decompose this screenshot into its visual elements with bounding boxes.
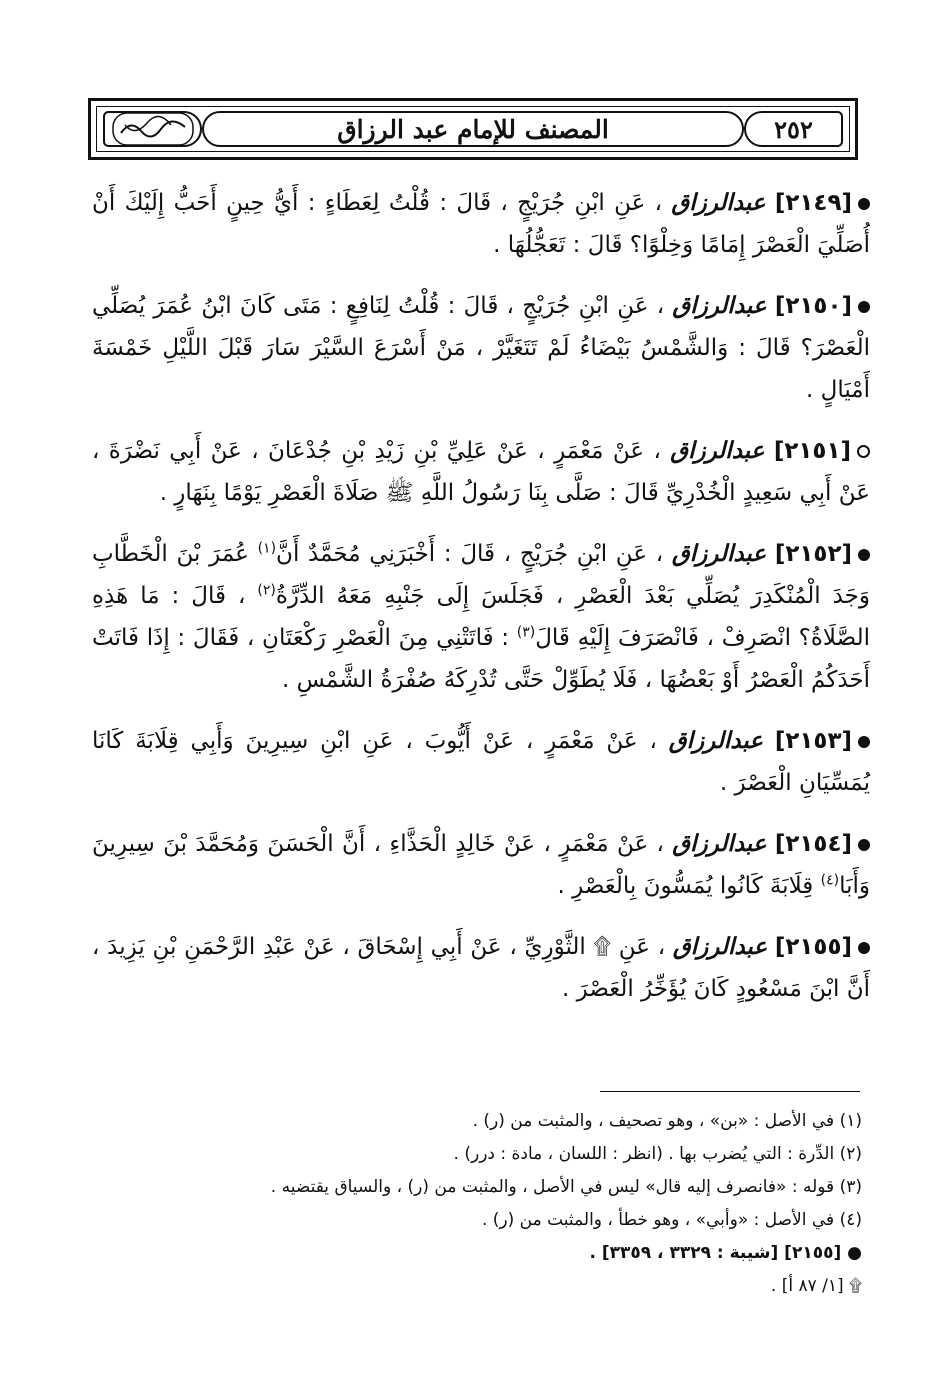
header-inner-frame: [96, 106, 850, 152]
hadith-2152: [92, 533, 870, 701]
footnote-4: (٤) في الأصل : «وأبي» ، وهو خطأ ، والمثبت من (ر) .: [481, 1210, 862, 1230]
hadith-text-part-a: ، عَنِ ابْنِ جُرَيْجٍ ، قَالَ : أَخْبَرَنِي مُحَمَّدٌ أَنَّ: [276, 541, 664, 567]
hadith-text-part-b: عُمَرَ بْنَ الْخَطَّابِ وَجَدَ الْمُنْكَدِرَ يُصَلِّي بَعْدَ الْعَصْرِ ، فَجَلَسَ إِلَى جَنْبِهِ مَعَهُ الدِّرَّةُ: [92, 541, 870, 609]
hadith-number: [٢١٥٠]: [774, 293, 853, 319]
book-seal: [103, 111, 202, 147]
narrator-name: عبدالرزاق: [672, 831, 767, 857]
hadith-2153: [92, 720, 870, 804]
hadith-2154: [92, 823, 870, 907]
narrator-name: عبدالرزاق: [672, 934, 768, 960]
filled-bullet-icon: [858, 549, 870, 561]
page-number: ٢٥٢: [744, 111, 843, 147]
footnote-1: (١) في الأصل : «بن» ، وهو تصحيف ، والمثبت من (ر) .: [472, 1111, 862, 1131]
hadith-text-part-d: : فَاتَتْنِي مِنَ الْعَصْرِ رَكْعَتَانِ ، فَقَالَ : إِذَا فَاتَتْ أَحَدَكُمُ الْعَصْرُ أَوْ بَعْضُهَا ، فَلَا يُطَوِّلْ حَتَّى تُدْرِكَهُ صُفْرَةُ الشَّمْسِ .: [92, 625, 870, 693]
hadith-text: ، عَنْ مَعْمَرٍ ، عَنْ أَيُّوبَ ، عَنِ ابْنِ سِيرِينَ وَأَبِي قِلَابَةَ كَانَا يُمَسِّيَانِ الْعَصْرَ .: [92, 728, 870, 796]
narrator-name: عبدالرزاق: [671, 190, 766, 216]
hadith-text-part-c: ، قَالَ : مَا هَذِهِ الصَّلَاةُ؟ انْصَرِفْ ، فَانْصَرَفَ إِلَيْهِ قَالَ: [92, 583, 871, 651]
hadith-text: ، عَنِ ابْنِ جُرَيْجٍ ، قَالَ : قُلْتُ لِنَافِعٍ : مَتَى كَانَ ابْنُ عُمَرَ يُصَلِّي الْعَصْرَ؟ قَالَ : وَالشَّمْسُ بَيْضَاءُ لَمْ تَتَغَيَّرْ ، مَنْ أَسْرَعَ السَّيْرَ سَارَ قَبْلَ اللَّيْلِ خَمْسَةَ أَمْيَالٍ .: [92, 293, 870, 403]
hadith-number: [٢١٤٩]: [774, 190, 853, 216]
filled-bullet-icon: [858, 198, 870, 210]
footnote-ref-3[interactable]: (٣): [516, 624, 536, 641]
hadith-number: [٢١٥٣]: [774, 728, 852, 754]
footnote-ref-2[interactable]: (٢): [257, 582, 276, 599]
hadith-number: [٢١٥١]: [773, 438, 851, 464]
page-header: [88, 98, 858, 160]
footnote-ref-1[interactable]: (١): [257, 540, 277, 557]
footnote-2: (٢) الدِّرة : التي يُضرب بها . (انظر : اللسان ، مادة : درر) .: [453, 1144, 862, 1164]
footnotes: [92, 1105, 862, 1303]
hadith-text: ، عَنْ مَعْمَرٍ ، عَنْ عَلِيِّ بْنِ زَيْدِ بْنِ جُدْعَانَ ، عَنْ أَبِي نَضْرَةَ ، عَنْ أَبِي سَعِيدٍ الْخُدْرِيِّ قَالَ : صَلَّى بِنَا رَسُولُ اللَّهِ ﷺ صَلَاةَ الْعَصْرِ يَوْمًا بِنَهَارٍ .: [92, 438, 870, 506]
hollow-bullet-icon: [857, 445, 870, 458]
hadith-text-part-b: قِلَابَةَ كَانُوا يُمَسُّونَ بِالْعَصْرِ .: [557, 873, 821, 899]
source-reference: ● [٢١٥٥] [شيبة : ٣٣٢٩ ، ٣٣٥٩] .: [589, 1243, 862, 1263]
filled-bullet-icon: [858, 942, 870, 954]
hadith-2155: [92, 926, 870, 1010]
hadith-text: ، عَنِ ابْنِ جُرَيْجٍ ، قَالَ : قُلْتُ لِعَطَاءٍ : أَيُّ حِينٍ أَحَبُّ إِلَيْكَ أَنْ أُصَلِّيَ الْعَصْرَ إِمَامًا وَخِلْوًا؟ قَالَ : تَعَجُّلُهَا .: [92, 190, 870, 258]
hadith-text-part-a: ، عَنْ مَعْمَرٍ ، عَنْ خَالِدٍ الْحَذَّاءِ ، أَنَّ الْحَسَنَ وَمُحَمَّدَ بْنَ سِيرِينَ وَأَبَا: [92, 831, 870, 899]
hadith-number: [٢١٥٤]: [774, 831, 852, 857]
hadith-text: ، عَنِ ۩ الثَّوْرِيِّ ، عَنْ أَبِي إِسْحَاقَ ، عَنْ عَبْدِ الرَّحْمَنِ بْنِ يَزِيدَ ، أَنَّ ابْنَ مَسْعُودٍ كَانَ يُؤَخِّرُ الْعَصْرَ .: [92, 934, 870, 1002]
hadith-list: [92, 182, 870, 1029]
footnote-ref-4[interactable]: (٤): [820, 872, 840, 889]
filled-bullet-icon: [858, 301, 870, 313]
hadith-number: [٢١٥٥]: [774, 934, 853, 960]
hadith-2151: [92, 430, 870, 514]
footnote-3: (٣) قوله : «فانصرف إليه قال» ليس في الأصل ، والمثبت من (ر) ، والسياق يقتضيه .: [270, 1177, 862, 1197]
narrator-name: عبدالرزاق: [670, 438, 765, 464]
seal-ornament-icon: [111, 111, 195, 147]
hadith-number: [٢١٥٢]: [774, 541, 853, 567]
hadith-2150: [92, 285, 870, 411]
filled-bullet-icon: [858, 736, 870, 748]
narrator-name: عبدالرزاق: [672, 293, 767, 319]
narrator-name: عبدالرزاق: [668, 728, 763, 754]
hadith-2149: [92, 182, 870, 266]
narrator-name: عبدالرزاق: [671, 541, 767, 567]
footnote-divider: [600, 1091, 860, 1092]
filled-bullet-icon: [858, 839, 870, 851]
manuscript-folio: ۩ [١/ ٨٧ أ] .: [770, 1276, 862, 1296]
book-title: المصنف للإمام عبد الرزاق: [202, 111, 744, 147]
